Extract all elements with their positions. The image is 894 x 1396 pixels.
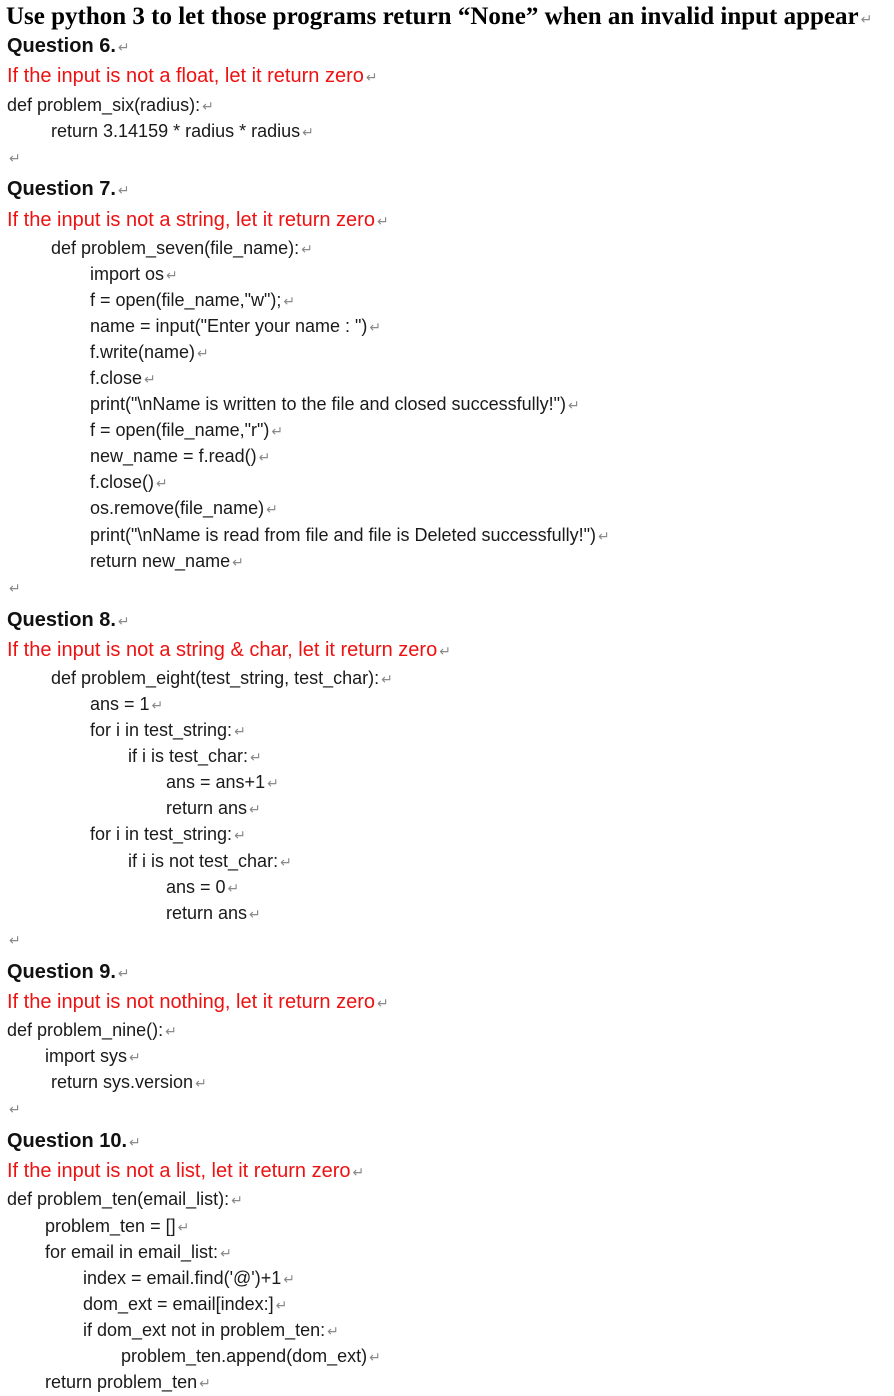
code-line: ans = 0 ↵	[166, 876, 239, 900]
code-line: if dom_ext not in problem_ten: ↵	[83, 1319, 339, 1343]
code-line: f = open(file_name,"w"); ↵	[90, 289, 295, 313]
code-line: return ans ↵	[166, 797, 261, 821]
code-line: if i is not test_char: ↵	[128, 850, 292, 874]
code-line: def problem_eight(test_string, test_char): ↵	[51, 667, 393, 691]
code-line: print("\nName is read from file and file is Deleted successfully!") ↵	[90, 524, 610, 548]
code-line: def problem_nine(): ↵	[7, 1019, 177, 1043]
code-line: new_name = f.read() ↵	[90, 445, 270, 469]
question-10-requirement: If the input is not a list, let it return zero ↵	[7, 1159, 364, 1185]
code-line: f.write(name) ↵	[90, 341, 209, 365]
code-line: return sys.version ↵	[51, 1071, 207, 1095]
code-line: problem_ten.append(dom_ext) ↵	[121, 1345, 381, 1369]
code-line: return ans ↵	[166, 902, 261, 926]
question-9-heading: Question 9. ↵	[7, 960, 130, 986]
question-8-heading: Question 8. ↵	[7, 608, 130, 634]
code-line: import os ↵	[90, 263, 178, 287]
code-line: if i is test_char: ↵	[128, 745, 262, 769]
code-line: def problem_seven(file_name): ↵	[51, 237, 313, 261]
question-8-requirement: If the input is not a string & char, let it return zero ↵	[7, 638, 451, 664]
question-7-requirement: If the input is not a string, let it return zero ↵	[7, 208, 389, 234]
code-line: index = email.find('@')+1 ↵	[83, 1267, 295, 1291]
question-6-heading: Question 6. ↵	[7, 34, 130, 60]
code-line: f.close ↵	[90, 367, 156, 391]
code-line: dom_ext = email[index:] ↵	[83, 1293, 287, 1317]
code-line: f = open(file_name,"r") ↵	[90, 419, 283, 443]
document-title: Use python 3 to let those programs return “None” when an invalid input appear ↵	[6, 2, 872, 35]
code-line: ans = 1 ↵	[90, 693, 163, 717]
code-line: problem_ten = [] ↵	[45, 1215, 189, 1239]
code-line: ans = ans+1 ↵	[166, 771, 279, 795]
question-9-requirement: If the input is not nothing, let it return zero ↵	[7, 990, 389, 1016]
empty-paragraph	[7, 1097, 21, 1121]
code-line: return new_name ↵	[90, 550, 244, 574]
code-line: def problem_ten(email_list): ↵	[7, 1188, 243, 1212]
empty-paragraph	[7, 928, 21, 952]
code-line: for i in test_string: ↵	[90, 823, 246, 847]
code-line: return 3.14159 * radius * radius ↵	[51, 120, 314, 144]
code-line: for email in email_list: ↵	[45, 1241, 232, 1265]
code-line: name = input("Enter your name : ") ↵	[90, 315, 381, 339]
question-10-heading: Question 10. ↵	[7, 1129, 141, 1155]
empty-paragraph	[7, 576, 21, 600]
question-6-requirement: If the input is not a float, let it return zero ↵	[7, 64, 378, 90]
code-line: def problem_six(radius): ↵	[7, 94, 214, 118]
code-line: import sys ↵	[45, 1045, 141, 1069]
code-line: f.close() ↵	[90, 471, 168, 495]
empty-paragraph	[7, 146, 21, 170]
code-line: print("\nName is written to the file and closed successfully!") ↵	[90, 393, 580, 417]
code-line: os.remove(file_name) ↵	[90, 497, 278, 521]
code-line: return problem_ten ↵	[45, 1371, 211, 1395]
code-line: for i in test_string: ↵	[90, 719, 246, 743]
question-7-heading: Question 7. ↵	[7, 177, 130, 203]
